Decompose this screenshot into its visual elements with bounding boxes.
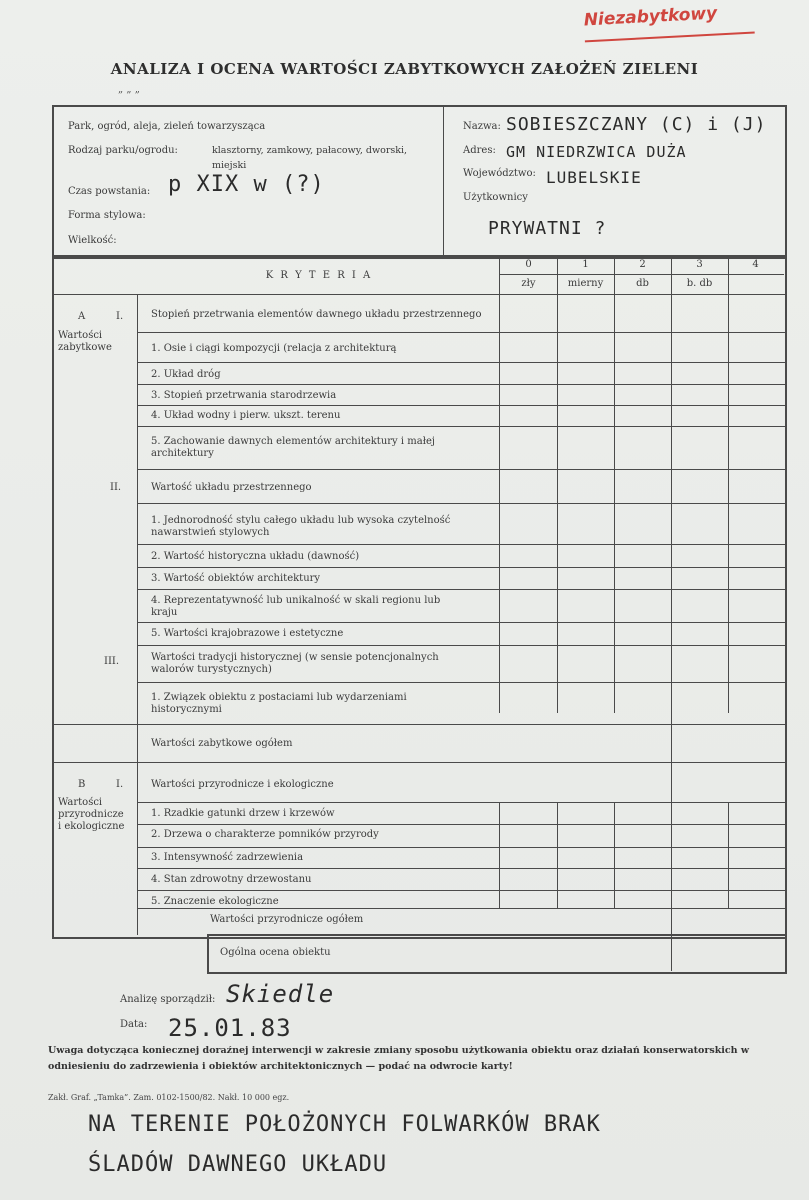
row-line bbox=[138, 890, 785, 891]
date-value: 25.01.83 bbox=[168, 1014, 292, 1042]
criteria-header-bottom bbox=[52, 294, 785, 295]
group1-item-2: 2. Układ dróg bbox=[151, 369, 221, 380]
score-2: 2 bbox=[639, 259, 646, 270]
row-line bbox=[138, 469, 785, 470]
address-label: Adres: bbox=[463, 145, 496, 156]
park-label: Park, ogród, aleja, zieleń towarzysząca bbox=[68, 121, 266, 132]
section-b-label: Wartości przyrodnicze i ekologiczne bbox=[58, 797, 125, 832]
name-label: Nazwa: bbox=[463, 121, 501, 132]
form-title: ANALIZA I OCENA WARTOŚCI ZABYTKOWYCH ZAŁOŻEŃ ZIELENI bbox=[110, 60, 699, 78]
address-value: GM NIEDRZWICA DUŻA bbox=[506, 143, 687, 161]
section-a-letter: A bbox=[78, 311, 86, 322]
score-columns-b-2 bbox=[614, 802, 615, 908]
group2-title: Wartość układu przestrzennego bbox=[151, 482, 312, 493]
score-name-0: zły bbox=[521, 278, 536, 289]
handwritten-note-line2: ŚLADÓW DAWNEGO UKŁADU bbox=[88, 1152, 388, 1177]
score-name-3: b. db bbox=[686, 278, 713, 289]
overall-divider bbox=[671, 935, 672, 971]
row-line bbox=[138, 868, 785, 869]
row-line bbox=[138, 426, 785, 427]
row-line bbox=[138, 824, 785, 825]
prepared-signature: Skiedle bbox=[226, 980, 335, 1008]
score-0: 0 bbox=[525, 259, 532, 270]
style-label: Forma stylowa: bbox=[68, 210, 146, 221]
row-line bbox=[138, 567, 785, 568]
users-label: Użytkownicy bbox=[463, 192, 528, 203]
section-b-item-2: 2. Drzewa o charakterze pomników przyrody bbox=[151, 829, 379, 840]
section-b-letter: B bbox=[78, 779, 86, 790]
score-1: 1 bbox=[582, 259, 589, 270]
group2-item-1: 1. Jednorodność stylu całego układu lub wysoka czytelność nawarstwień stylowych bbox=[151, 515, 451, 538]
row-line bbox=[138, 908, 785, 909]
group1-item-4: 4. Układ wodny i pierw. ukszt. terenu bbox=[151, 410, 341, 421]
handwritten-note-line1: NA TERENIE POŁOŻONYCH FOLWARKÓW BRAK bbox=[88, 1112, 601, 1137]
score-3: 3 bbox=[696, 259, 703, 270]
voivodeship-label: Województwo: bbox=[463, 168, 536, 179]
section-b-item-1: 1. Rzadkie gatunki drzew i krzewów bbox=[151, 808, 335, 819]
overall-label: Ogólna ocena obiektu bbox=[220, 947, 331, 958]
section-a-roman-2: II. bbox=[110, 482, 122, 493]
row-line bbox=[138, 802, 785, 803]
section-b-item-4: 4. Stan zdrowotny drzewostanu bbox=[151, 874, 312, 885]
section-b-group-title: Wartości przyrodnicze i ekologiczne bbox=[151, 779, 334, 790]
created-value: p XIX w (?) bbox=[168, 172, 325, 197]
status-stamp: Niezabytkowy bbox=[583, 2, 754, 43]
type-options-line1: klasztorny, zamkowy, pałacowy, dworski, bbox=[212, 145, 408, 156]
print-info: Zakł. Graf. „Tamka”. Zam. 0102-1500/82. Nakł. 10 000 egz. bbox=[48, 1093, 290, 1102]
label-column-divider bbox=[137, 294, 138, 935]
group2-item-5: 5. Wartości krajobrazowe i estetyczne bbox=[151, 628, 344, 639]
section-a-total: Wartości zabytkowe ogółem bbox=[151, 738, 293, 749]
section-b-item-5: 5. Znaczenie ekologiczne bbox=[151, 896, 279, 907]
criteria-heading: K R Y T E R I A bbox=[265, 270, 373, 281]
score-columns-b-1 bbox=[557, 802, 558, 908]
row-line bbox=[138, 332, 785, 333]
group2-item-3: 3. Wartość obiektów architektury bbox=[151, 573, 321, 584]
type-options-line2: miejski bbox=[212, 160, 247, 171]
row-line bbox=[138, 362, 785, 363]
row-line bbox=[138, 682, 785, 683]
score-name-2: db bbox=[636, 278, 649, 289]
section-a-label: Wartości zabytkowe bbox=[58, 330, 112, 353]
section-a-roman-3: III. bbox=[104, 656, 120, 667]
prepared-label: Analizę sporządził: bbox=[120, 994, 216, 1005]
date-label: Data: bbox=[120, 1019, 148, 1030]
row-line bbox=[138, 503, 785, 504]
users-value: PRYWATNI ? bbox=[488, 218, 607, 239]
score-column-3-left bbox=[671, 256, 672, 935]
section-b-total: Wartości przyrodnicze ogółem bbox=[210, 914, 364, 925]
type-label: Rodzaj parku/ogrodu: bbox=[68, 145, 178, 156]
size-label: Wielkość: bbox=[68, 235, 117, 246]
group1-item-1: 1. Osie i ciągi kompozycji (relacja z architekturą bbox=[151, 343, 397, 354]
row-line bbox=[138, 622, 785, 623]
group1-item-5: 5. Zachowanie dawnych elementów architektury i małej architektury bbox=[151, 436, 435, 459]
row-line bbox=[138, 405, 785, 406]
group3-title: Wartości tradycji historycznej (w sensie potencjonalnych walorów turystycznych) bbox=[151, 652, 439, 675]
intervention-note: Uwaga dotycząca koniecznej doraźnej interwencji w zakresie zmiany sposobu użytkowania obiektu oraz działań konserwatorskich w odniesieniu do zadrzewienia i obiektów architektonicznych — podać na odwrocie karty! bbox=[48, 1045, 750, 1072]
score-name-1: mierny bbox=[567, 278, 604, 289]
row-line bbox=[138, 384, 785, 385]
row-line bbox=[138, 589, 785, 590]
score-columns-b-4 bbox=[728, 802, 729, 908]
name-value: SOBIESZCZANY (C) i (J) bbox=[506, 114, 767, 135]
row-line bbox=[138, 847, 785, 848]
group2-item-2: 2. Wartość historyczna układu (dawność) bbox=[151, 551, 360, 562]
row-line bbox=[52, 762, 785, 763]
header-divider bbox=[443, 106, 444, 256]
score-header-split bbox=[499, 274, 784, 275]
row-line bbox=[138, 645, 785, 646]
group3-item-1: 1. Związek obiektu z postaciami lub wydarzeniami historycznymi bbox=[151, 692, 407, 715]
score-columns-b-0 bbox=[499, 802, 500, 908]
sub-note: „ „ „ bbox=[118, 84, 140, 95]
row-line bbox=[52, 724, 785, 725]
group2-item-4: 4. Reprezentatywność lub unikalność w skali regionu lub kraju bbox=[151, 595, 441, 618]
section-a-roman: I. bbox=[116, 311, 124, 322]
group1-title: Stopień przetrwania elementów dawnego układu przestrzennego bbox=[151, 309, 482, 320]
group1-item-3: 3. Stopień przetrwania starodrzewia bbox=[151, 390, 337, 401]
row-line bbox=[138, 544, 785, 545]
section-b-item-3: 3. Intensywność zadrzewienia bbox=[151, 852, 304, 863]
voivodeship-value: LUBELSKIE bbox=[546, 168, 642, 187]
created-label: Czas powstania: bbox=[68, 186, 151, 197]
score-4: 4 bbox=[752, 259, 759, 270]
section-b-roman: I. bbox=[116, 779, 124, 790]
